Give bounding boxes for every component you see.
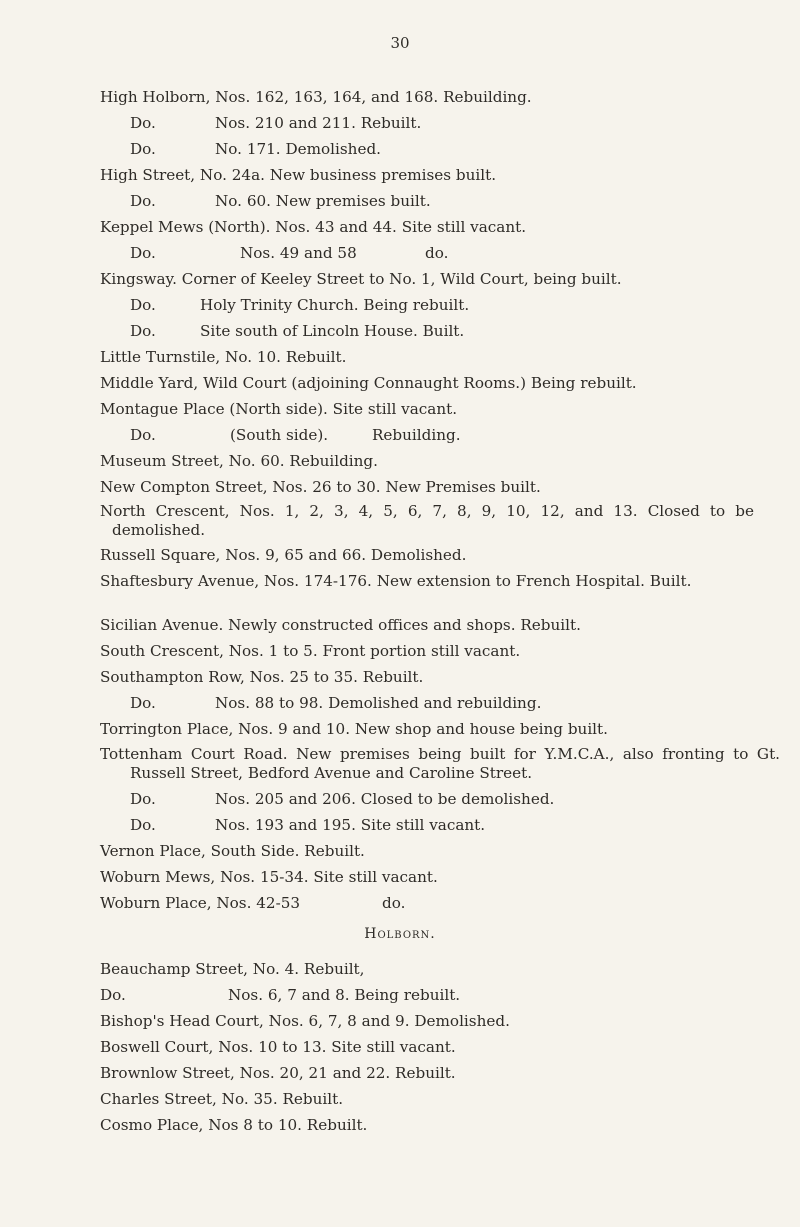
list-item: Beauchamp Street, No. 4. Rebuilt, (100, 960, 365, 978)
entry-text: Nos. 210 and 211. Rebuilt. (215, 114, 422, 132)
list-item: High Holborn, Nos. 162, 163, 164, and 168. Rebuilding. (100, 88, 532, 106)
list-item: Cosmo Place, Nos 8 to 10. Rebuilt. (100, 1116, 368, 1134)
entry-text: Site south of Lincoln House. Built. (200, 322, 465, 340)
entry-prefix: Do. (130, 114, 156, 132)
list-item: New Compton Street, Nos. 26 to 30. New Premises built. (100, 478, 541, 496)
entry-prefix: Do. (130, 694, 156, 712)
list-item: Brownlow Street, Nos. 20, 21 and 22. Rebuilt. (100, 1064, 456, 1082)
entry-text: do. (425, 244, 449, 262)
list-item: Vernon Place, South Side. Rebuilt. (100, 842, 365, 860)
page-number: 30 (390, 34, 410, 52)
list-item (0, 296, 800, 315)
entry-text: Rebuilding. (372, 426, 461, 444)
entry-text: Nos. 6, 7 and 8. Being rebuilt. (228, 986, 461, 1004)
list-item: Montague Place (North side). Site still vacant. (100, 400, 458, 418)
entry-text: Nos. 193 and 195. Site still vacant. (215, 816, 486, 834)
list-item: South Crescent, Nos. 1 to 5. Front portion still vacant. (100, 642, 521, 660)
list-item (0, 694, 800, 713)
entry-text: (South side). (230, 426, 329, 444)
list-item (0, 192, 800, 211)
list-item: Tottenham Court Road. New premises being built for Y.M.C.A., also fronting to Gt. Russell Street, Bedford Avenue and Caroline Street. (100, 745, 780, 782)
list-item: Museum Street, No. 60. Rebuilding. (100, 452, 378, 470)
list-item: Charles Street, No. 35. Rebuilt. (100, 1090, 344, 1108)
list-item: Bishop's Head Court, Nos. 6, 7, 8 and 9. Demolished. (100, 1012, 510, 1030)
list-item: Sicilian Avenue. Newly constructed offices and shops. Rebuilt. (100, 616, 581, 634)
list-item: Woburn Mews, Nos. 15-34. Site still vacant. (100, 868, 438, 886)
list-item: Southampton Row, Nos. 25 to 35. Rebuilt. (100, 668, 424, 686)
entry-text: No. 171. Demolished. (215, 140, 382, 158)
list-item (0, 426, 800, 445)
list-item: Torrington Place, Nos. 9 and 10. New shop and house being built. (100, 720, 608, 738)
entry-text: Holy Trinity Church. Being rebuilt. (200, 296, 470, 314)
list-item (0, 894, 800, 913)
list-item: Middle Yard, Wild Court (adjoining Connaught Rooms.) Being rebuilt. (100, 374, 637, 392)
list-item (0, 140, 800, 159)
entry-text: do. (382, 894, 406, 912)
entry-text: Nos. 205 and 206. Closed to be demolished. (215, 790, 555, 808)
list-item (0, 986, 800, 1005)
entry-prefix: Do. (130, 322, 156, 340)
entry-prefix: Do. (130, 140, 156, 158)
section-heading: Holborn. (364, 926, 436, 942)
entry-prefix: Do. (130, 426, 156, 444)
entry-prefix: Do. (100, 986, 126, 1004)
list-item: Russell Square, Nos. 9, 65 and 66. Demolished. (100, 546, 467, 564)
entry-text: No. 60. New premises built. (215, 192, 431, 210)
list-item (0, 816, 800, 835)
entry-prefix: Do. (130, 244, 156, 262)
list-item: Shaftesbury Avenue, Nos. 174-176. New extension to French Hospital. Built. (100, 572, 692, 590)
list-item (0, 322, 800, 341)
entry-text: Nos. 88 to 98. Demolished and rebuilding. (215, 694, 542, 712)
list-item (0, 114, 800, 133)
entry-text: Nos. 49 and 58 (240, 244, 357, 262)
list-item (0, 244, 800, 263)
list-item (0, 790, 800, 809)
list-item: Boswell Court, Nos. 10 to 13. Site still vacant. (100, 1038, 456, 1056)
entry-prefix: Do. (130, 790, 156, 808)
entry-prefix: Do. (130, 296, 156, 314)
list-item: High Street, No. 24a. New business premises built. (100, 166, 497, 184)
entry-prefix: Do. (130, 192, 156, 210)
list-item: Little Turnstile, No. 10. Rebuilt. (100, 348, 347, 366)
list-item: North Crescent, Nos. 1, 2, 3, 4, 5, 6, 7, 8, 9, 10, 12, and 13. Closed to be demolished. (100, 502, 754, 539)
entry-prefix: Woburn Place, Nos. 42-53 (100, 894, 301, 912)
list-item: Kingsway. Corner of Keeley Street to No. 1, Wild Court, being built. (100, 270, 622, 288)
list-item: Keppel Mews (North). Nos. 43 and 44. Site still vacant. (100, 218, 527, 236)
entry-prefix: Do. (130, 816, 156, 834)
